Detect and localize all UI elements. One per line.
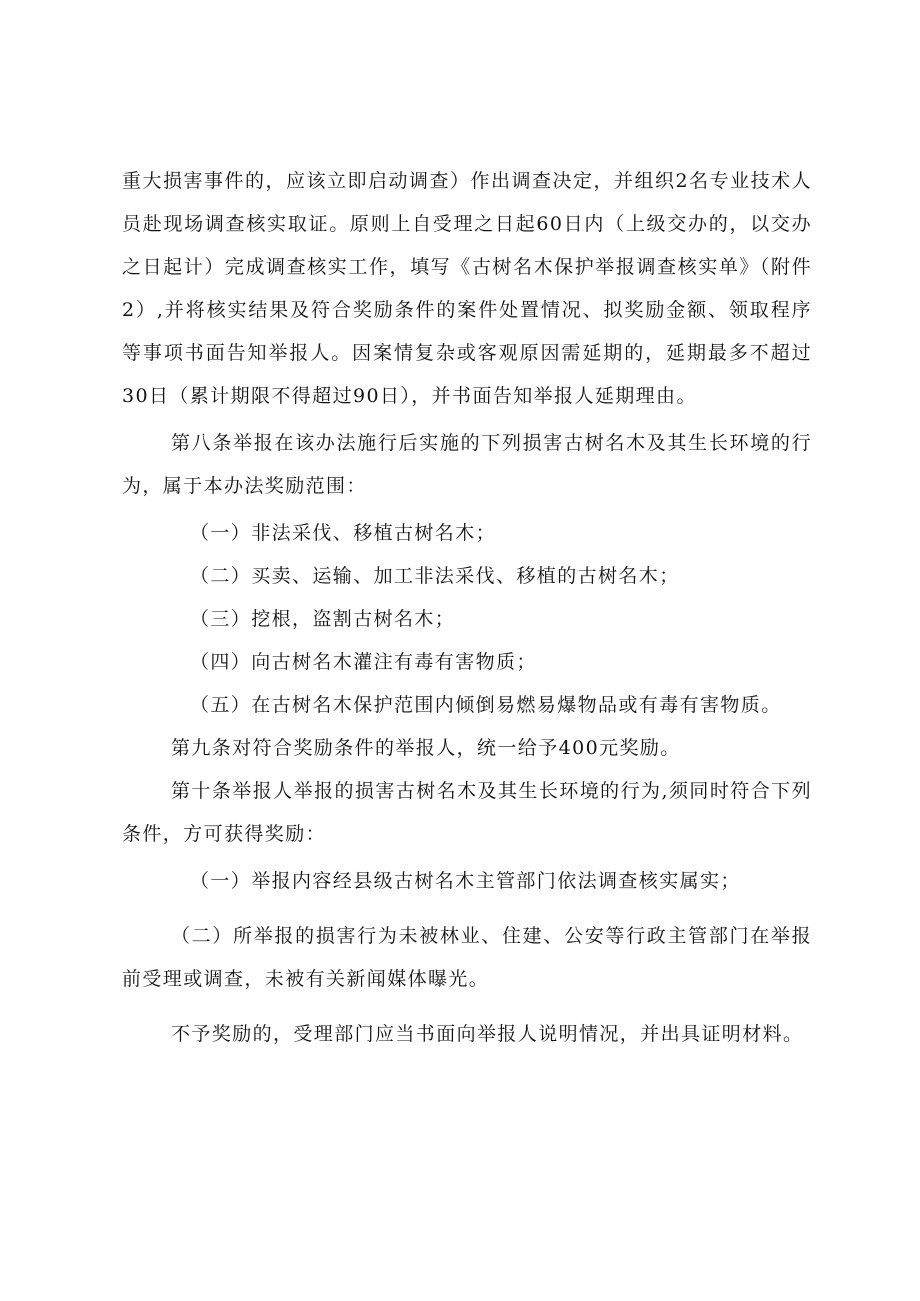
article-8: 第八条举报在该办法施行后实施的下列损害古树名木及其生长环境的行为，属于本办法奖励范围： <box>122 432 812 497</box>
article-8-item-4: （四）向古树名木灌注有毒有害物质； <box>190 651 537 673</box>
article-8-item-5: （五）在古树名木保护范围内倾倒易燃易爆物品或有毒有害物质。 <box>190 694 782 716</box>
article-10-item-2: （二）所举报的损害行为未被林业、住建、公安等行政主管部门在举报前受理或调查，未被有关新闻媒体曝光。 <box>122 925 812 990</box>
article-10: 第十条举报人举报的损害古树名木及其生长环境的行为,须同时符合下列条件，方可获得奖励： <box>122 780 812 845</box>
article-8-item-3: （三）挖根，盗割古树名木； <box>190 608 456 630</box>
article-8-item-1: （一）非法采伐、移植古树名木； <box>190 522 497 544</box>
document-body <box>122 160 812 1056</box>
article-8-item-2: （二）买卖、运输、加工非法采伐、移植的古树名木； <box>190 565 680 587</box>
article-10-item-1: （一）举报内容经县级古树名木主管部门依法调查核实属实； <box>190 870 741 892</box>
article-9: 第九条对符合奖励条件的举报人，统一给予400元奖励。 <box>171 737 681 759</box>
paragraph-investigation: 重大损害事件的，应该立即启动调查）作出调查决定，并组织2名专业技术人员赴现场调查核实取证。原则上自受理之日起60日内（上级交办的，以交办之日起计）完成调查核实工作，填写《古树名木保护举报调查核实单》（附件2）,并将核实结果及符合奖励条件的案件处置情况、拟奖励金额、领取程序等事项书面告知举报人。因案情复杂或客观原因需延期的，延期最多不超过30日（累计期限不得超过90日），并书面告知举报人延期理由。 <box>122 170 812 407</box>
closing-paragraph: 不予奖励的，受理部门应当书面向举报人说明情况，并出具证明材料。 <box>171 1023 804 1045</box>
